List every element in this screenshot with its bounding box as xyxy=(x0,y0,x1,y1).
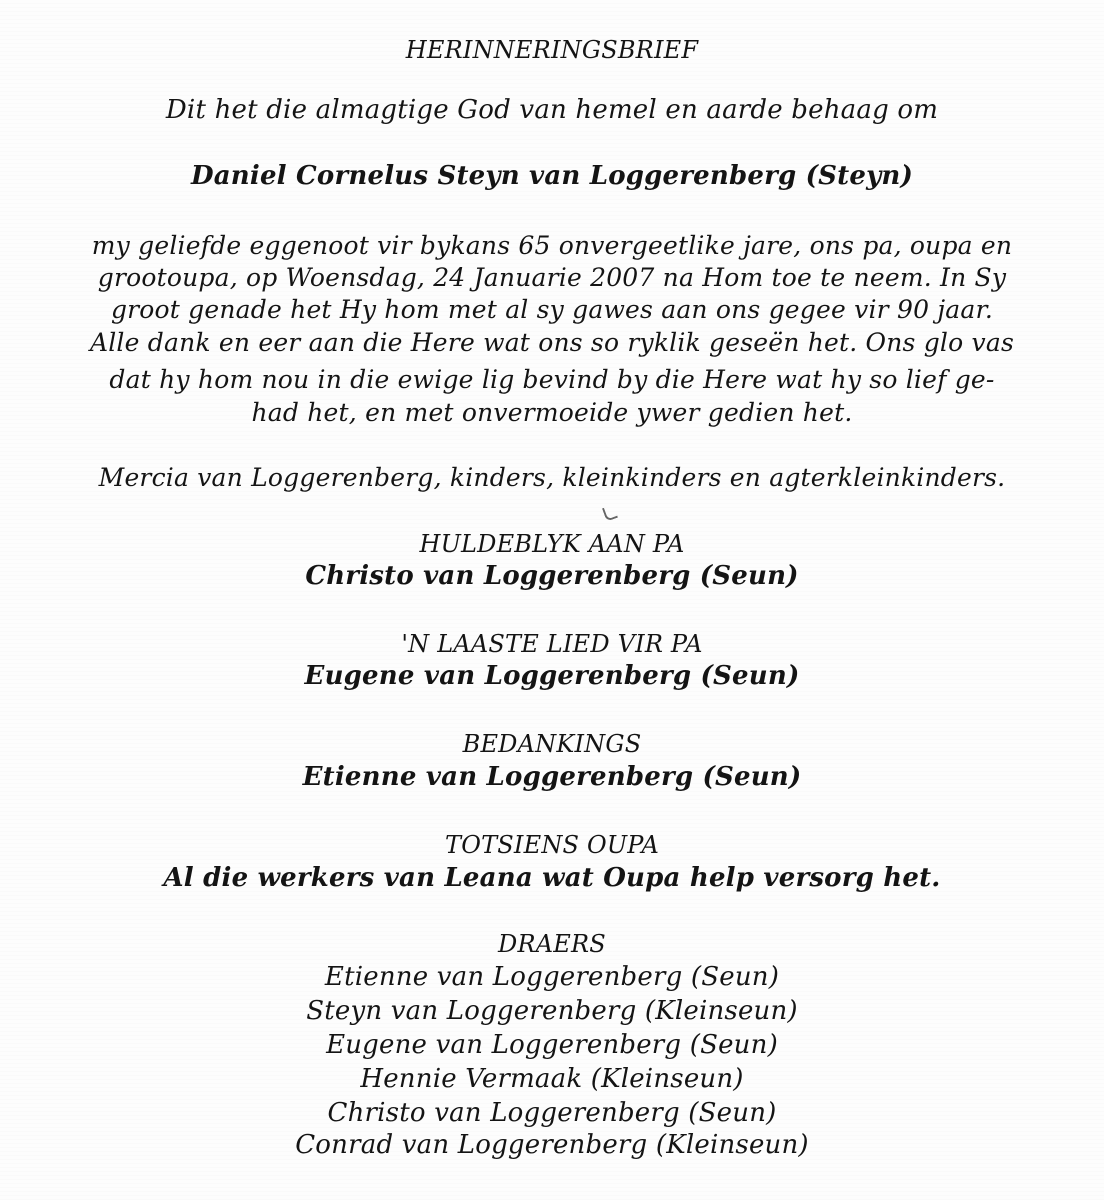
letter-body-line: groot genade het Hy hom met al sy gawes aan ons gegee vir 90 jaar. xyxy=(110,295,994,324)
program-person: Etienne van Loggerenberg (Seun) xyxy=(302,762,802,792)
bearer-name: Conrad van Loggerenberg (Kleinseun) xyxy=(295,1130,809,1160)
bearer-name: Steyn van Loggerenberg (Kleinseun) xyxy=(306,996,798,1026)
program-person: Christo van Loggerenberg (Seun) xyxy=(305,561,799,591)
program-heading: HULDEBLYK AAN PA xyxy=(419,530,685,558)
pen-mark xyxy=(602,504,618,521)
letter-body-line: dat hy hom nou in die ewige lig bevind by die Here wat hy so lief ge- xyxy=(109,365,995,394)
program-person: Al die werkers van Leana wat Oupa help versorg het. xyxy=(163,863,941,893)
bearer-name: Hennie Vermaak (Kleinseun) xyxy=(360,1064,744,1094)
bearer-name: Christo van Loggerenberg (Seun) xyxy=(327,1098,777,1128)
bearer-name: Etienne van Loggerenberg (Seun) xyxy=(324,962,780,992)
deceased-name: Daniel Cornelus Steyn van Loggerenberg (Steyn) xyxy=(190,161,914,191)
program-heading: 'N LAASTE LIED VIR PA xyxy=(401,630,703,658)
bearer-name: Eugene van Loggerenberg (Seun) xyxy=(326,1030,778,1060)
letter-body-line: grootoupa, op Woensdag, 24 Januarie 2007 na Hom toe te neem. In Sy xyxy=(97,263,1007,292)
program-heading: TOTSIENS OUPA xyxy=(445,831,659,859)
letter-body-line: had het, en met onvermoeide ywer gedien het. xyxy=(251,398,853,427)
letter-body-line: my geliefde eggenoot vir bykans 65 onvergeetlike jare, ons pa, oupa en xyxy=(91,231,1013,260)
program-heading: BEDANKINGS xyxy=(462,730,642,758)
letter-intro: Dit het die almagtige God van hemel en aarde behaag om xyxy=(165,95,939,125)
bearers-heading: DRAERS xyxy=(498,930,606,958)
program-person: Eugene van Loggerenberg (Seun) xyxy=(304,661,800,691)
letter-body-line: Alle dank en eer aan die Here wat ons so ryklik geseën het. Ons glo vas xyxy=(89,328,1014,357)
letter-title: HERINNERINGSBRIEF xyxy=(405,36,699,64)
letter-signoff: Mercia van Loggerenberg, kinders, kleinkinders en agterkleinkinders. xyxy=(98,463,1006,492)
